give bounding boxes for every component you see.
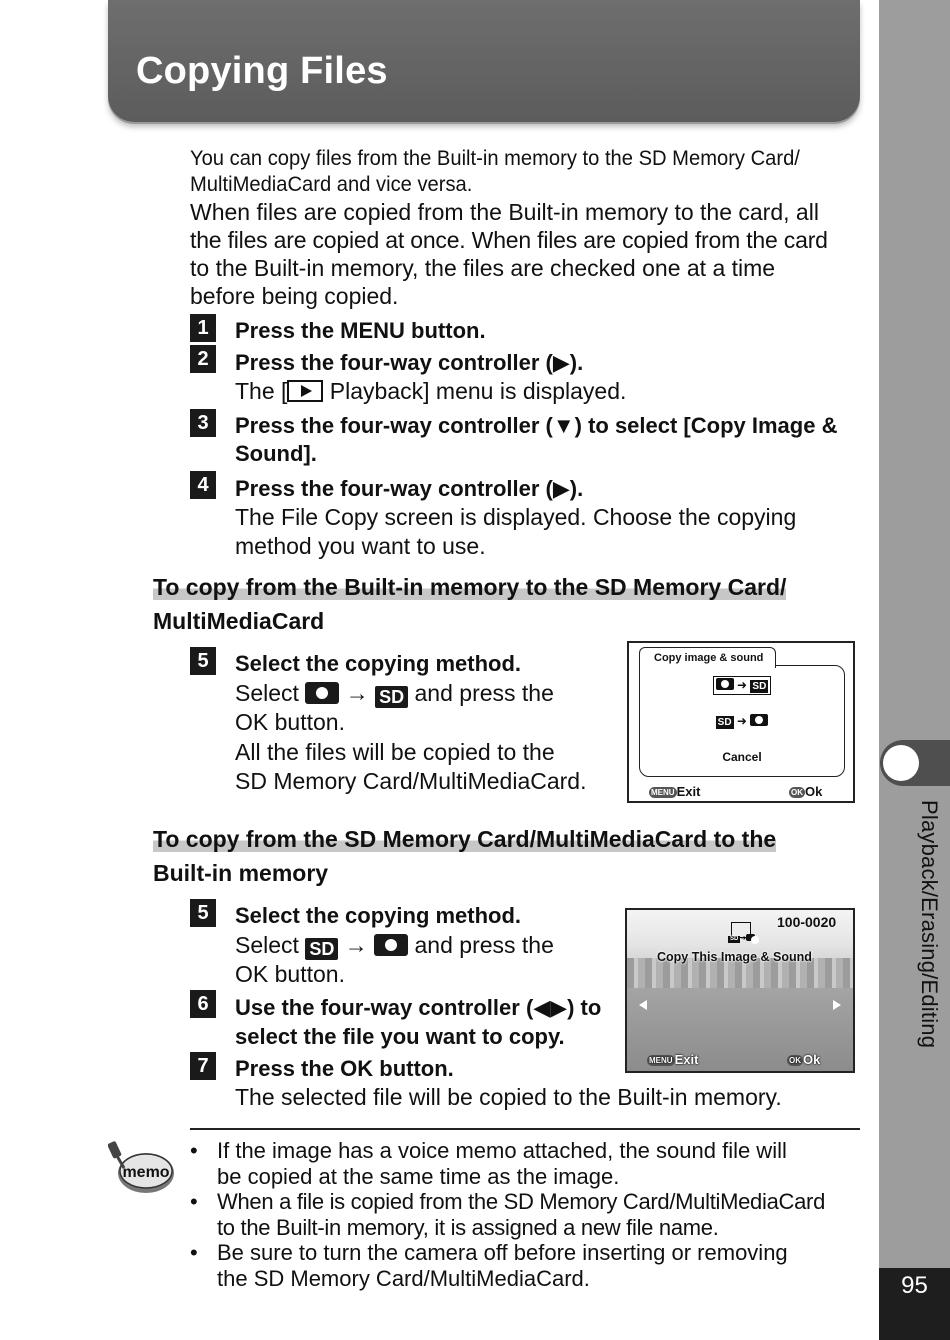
section-heading-built-in-to-sd [153,570,853,638]
arrow-icon: → [344,931,368,958]
step-instruction: Press the four-way controller (▼) to select [Copy Image & [235,413,838,438]
step-text [235,412,875,468]
selected-option-frame: ➜ SD [713,676,772,695]
step-detail: OK button. [235,709,345,735]
ok-label: Ok [803,1052,821,1067]
intro-line: to the Built-in memory, the files are checked one at a time [190,255,776,281]
step-detail-post: Playback] menu is displayed. [323,378,627,404]
built-in-memory-icon [374,934,408,956]
step-text [235,650,615,797]
page-header [108,0,860,122]
step-instruction-cont: select the file you want to copy. [235,1024,565,1049]
exit-label: Exit [676,784,701,799]
step-number: 1 [190,314,216,342]
memo-line: to the Built-in memory, it is assigned a new file name. [217,1214,719,1240]
chapter-circle-icon [883,745,919,781]
intro-line: MultiMediaCard and vice versa. [190,173,473,196]
page-number: 95 [879,1268,950,1340]
memo-line: be copied at the same time as the image. [217,1163,620,1189]
step-instruction-cont: Sound]. [235,441,317,466]
exit-label: Exit [674,1052,699,1067]
memo-line: Be sure to turn the camera off before inserting or removing [217,1240,788,1265]
step-detail: The selected file will be copied to the Built-in memory. [235,1084,782,1110]
memo-line: When a file is copied from the SD Memory Card/MultiMediaCard [217,1189,826,1214]
step-detail: SD Memory Card/MultiMediaCard. [235,768,587,794]
menu-tab: Copy image & sound [639,647,776,668]
step-number: 5 [190,647,216,675]
file-number: 100-0020 [777,914,837,930]
step-text [235,475,875,561]
menu-exit-hint [647,1052,698,1067]
step-instruction: Use the four-way controller (◀▶) to [235,995,602,1020]
step-instruction: Press the four-way controller (▶). [235,476,584,501]
page-title: Copying Files [136,50,388,92]
step-instruction: Select the copying method. [235,651,522,676]
select-word: Select [235,679,299,706]
ok-hint [787,1052,820,1067]
step-number: 7 [190,1052,216,1080]
step-detail [235,932,554,958]
section-heading-sd-to-built-in [153,822,853,890]
left-arrow-icon [639,1000,647,1010]
ok-label: Ok [805,784,823,799]
playback-icon [287,380,323,402]
memo-icon [108,1140,176,1198]
step-detail: OK button. [235,961,345,987]
step-number: 3 [190,409,216,437]
arrow-icon: → [345,679,369,706]
step-detail: The File Copy screen is displayed. Choose the copying [235,504,797,530]
step-text [235,349,855,406]
step-instruction: Select the copying method. [235,903,522,928]
option-sd-to-built-in: SD ➜ [640,714,844,729]
built-in-memory-icon [305,682,339,704]
press-text: and press the [414,931,554,958]
chapter-label: Playback/Erasing/Editing [917,800,942,1049]
memo-item [190,1240,870,1291]
step-number: 6 [190,990,216,1018]
memo-divider [190,1128,860,1130]
intro-line: the files are copied at once. When files are copied from the card [190,227,828,253]
press-text: and press the [414,679,554,706]
step-detail: method you want to use. [235,533,486,559]
intro-paragraph [190,146,860,310]
intro-line: When files are copied from the Built-in memory to the card, all [190,199,819,225]
ok-hint [789,784,822,799]
memo-line: the SD Memory Card/MultiMediaCard. [217,1265,590,1291]
sd-card-icon: SD [305,938,338,960]
copy-image-screen [625,908,855,1073]
intro-line: before being copied. [190,283,399,309]
step-detail [235,378,626,404]
copy-caption: Copy This Image & Sound [657,950,812,964]
intro-line: You can copy files from the Built-in memory to the SD Memory Card/ [190,147,800,170]
step-text [235,902,615,990]
section-heading-line: Built-in memory [153,860,329,886]
built-in-memory-icon [716,678,734,690]
section-heading-line: To copy from the Built-in memory to the SD Memory Card/ [153,574,787,600]
memo-list [190,1138,870,1291]
step-text [235,993,635,1051]
step-detail [235,680,554,706]
step-number: 4 [190,471,216,499]
step-text [235,317,855,345]
built-in-memory-icon [750,714,768,726]
menu-key-icon: MENU [651,788,675,797]
step-instruction: Press the OK button. [235,1056,454,1081]
sd-to-built-in-mini-icon: SD ➜ [728,934,755,943]
step-detail-pre: The [ [235,378,288,404]
menu-key-icon: MENU [649,1056,673,1065]
memo-icon-label: memo [122,1164,170,1181]
chapter-tab [880,740,950,786]
memo-item [190,1189,870,1240]
menu-exit-hint [649,784,700,799]
sd-icon: SD [717,717,732,728]
copy-menu-panel [639,665,845,777]
select-word: Select [235,931,299,958]
ok-key-icon: OK [791,788,803,797]
side-strip [879,0,950,1340]
memo-item [190,1138,870,1189]
right-arrow-icon [833,1000,841,1010]
section-heading-line: MultiMediaCard [153,608,325,634]
ok-key-icon: OK [789,1056,801,1065]
mini-sd-icon: SD [730,936,739,942]
sd-card-icon: SD [375,686,408,708]
step-detail: All the files will be copied to the [235,738,555,765]
step-number: 2 [190,345,216,373]
step-number: 5 [190,899,216,927]
sd-icon: SD [752,681,767,692]
step-instruction: Press the four-way controller (▶). [235,350,584,375]
copy-menu-screen [627,641,855,803]
mini-cam-icon [746,934,755,941]
step-instruction: Press the MENU button. [235,318,486,343]
option-cancel: Cancel [722,750,762,764]
memo-line: If the image has a voice memo attached, the sound file will [217,1138,787,1163]
section-heading-line: To copy from the SD Memory Card/MultiMediaCard to the [153,826,777,852]
option-built-in-to-sd [640,676,844,695]
